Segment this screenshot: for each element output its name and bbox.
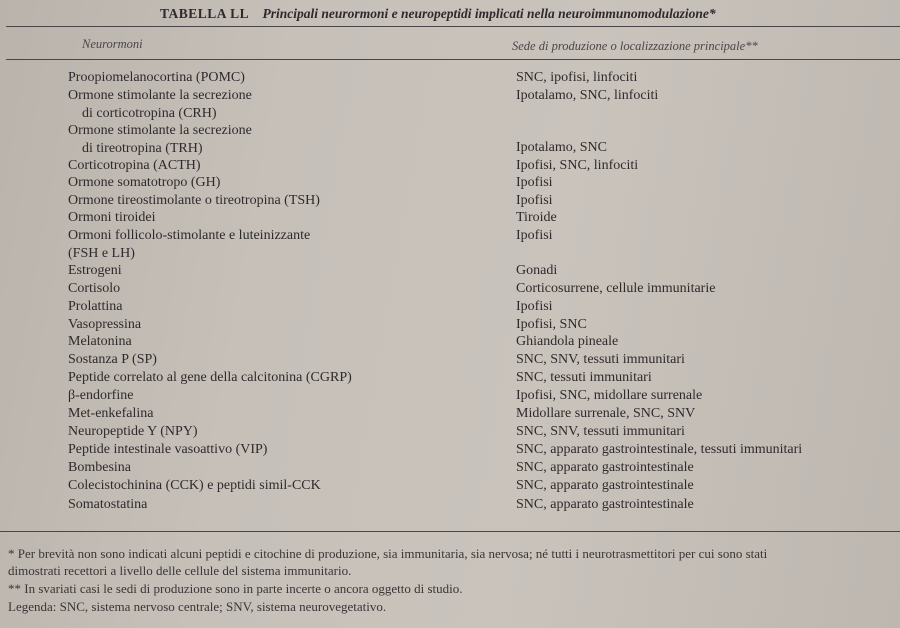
production-site: SNC, apparato gastrointestinale [516,478,694,493]
hormone-name [68,477,321,495]
footnote-1-cont: dimostrati recettori a livello delle cellule del sistema immunitario. [8,563,352,578]
hormone-name [68,423,198,441]
footnote-1: * Per brevità non sono indicati alcuni peptidi e citochine di produzione, sia immunitaria, sia nervosa; né tutti i neurotrasmettitori per cui sono stati [8,546,768,561]
production-site: SNC, apparato gastrointestinale, tessuti immunitari [516,442,803,457]
production-site: SNC, ipofisi, linfociti [516,70,638,85]
hormone-name [68,405,154,423]
hormone-name-line: Bombesina [68,460,131,475]
hormone-name [68,174,220,192]
hormone-name [68,87,252,122]
production-site: Ipofisi [516,175,553,190]
column-header-neurormoni: Neurormoni [82,37,143,51]
hormone-name-line: Estrogeni [68,263,122,278]
production-site: SNC, apparato gastrointestinale [516,497,694,512]
hormone-name-line: Prolattina [68,299,123,314]
hormone-name [68,351,157,369]
production-site: Ipofisi [516,228,553,243]
hormone-name-line: Met-enkefalina [68,406,154,421]
hormone-name-line: Peptide intestinale vasoattivo (VIP) [68,442,268,457]
production-site: SNC, tessuti immunitari [516,370,652,385]
column-header-sede: Sede di produzione o localizzazione principale** [512,39,758,53]
hormone-name [68,316,141,334]
hormone-name-line: β-endorfine [68,388,134,403]
hormone-name [68,280,120,298]
production-site: SNC, SNV, tessuti immunitari [516,424,685,439]
hormone-name-line: Colecistochinina (CCK) e peptidi simil-CCK [68,478,321,493]
hormone-name [68,387,133,405]
table-caption: Principali neurormoni e neuropeptidi implicati nella neuroimmunomodulazione* [262,6,716,21]
production-site: Ipofisi, SNC [516,317,587,332]
hormone-name [68,262,122,280]
hormone-name [68,227,310,262]
production-site: Midollare surrenale, SNC, SNV [516,406,696,421]
hormone-name-line: Ormone somatotropo (GH) [68,175,221,190]
hormone-name [68,157,201,175]
hormone-name-line: Cortisolo [68,281,121,296]
hormone-name [68,369,352,387]
production-site: Corticosurrene, cellule immunitarie [516,281,716,296]
hormone-name [68,122,252,157]
hormone-name-line: Ormone stimolante la secrezione [68,123,252,138]
table-number: TABELLA LL [160,6,250,21]
hormone-name-line: Proopiomelanocortina (POMC) [68,70,245,85]
header-rule [6,59,900,60]
hormone-name-line: Corticotropina (ACTH) [68,158,201,173]
production-site: Gonadi [516,263,558,278]
hormone-name [68,69,245,87]
hormone-name-line: Peptide correlato al gene della calcitonina (CGRP) [68,370,352,385]
hormone-name-line: Ormoni follicolo-stimolante e luteinizzante [68,228,311,243]
hormone-name [68,192,320,210]
top-rule [6,26,900,27]
hormone-name-line: Ormone stimolante la secrezione [68,88,252,103]
hormone-name-line: Ormoni tiroidei [68,210,156,225]
production-site: Ipotalamo, SNC, linfociti [516,88,659,103]
legend-note: Legenda: SNC, sistema nervoso centrale; SNV, sistema neurovegetativo. [8,599,387,614]
bottom-rule [0,531,900,532]
hormone-name-line: Neuropeptide Y (NPY) [68,424,198,439]
hormone-name-line: Somatostatina [68,497,148,512]
hormone-name [68,209,156,227]
production-site: Ipofisi [516,193,553,208]
hormone-name-line: Melatonina [68,334,132,349]
production-site: SNC, SNV, tessuti immunitari [516,352,685,367]
hormone-name-line: Sostanza P (SP) [68,352,157,367]
hormone-name [68,298,122,316]
hormone-name-continuation: di tireotropina (TRH) [82,140,203,156]
production-site: SNC, apparato gastrointestinale [516,460,694,475]
production-site: Ipofisi, SNC, midollare surrenale [516,388,703,403]
footnote-2: ** In svariati casi le sedi di produzione sono in parte incerte o ancora oggetto di studio. [8,581,463,596]
hormone-name [68,459,131,477]
hormone-name-line: Ormone tireostimolante o tireotropina (TSH) [68,193,320,208]
hormone-name-continuation: (FSH e LH) [68,245,135,261]
hormone-name-line: Vasopressina [68,317,142,332]
hormone-name [68,496,147,514]
hormone-name [68,441,267,459]
production-site: Ghiandola pineale [516,334,619,349]
production-site: Ipotalamo, SNC [516,140,607,155]
hormone-name-continuation: di corticotropina (CRH) [82,105,217,121]
production-site: Ipofisi, SNC, linfociti [516,158,639,173]
table-title [160,6,900,22]
production-site: Ipofisi [516,299,553,314]
hormone-name [68,333,132,351]
production-site: Tiroide [516,210,557,225]
